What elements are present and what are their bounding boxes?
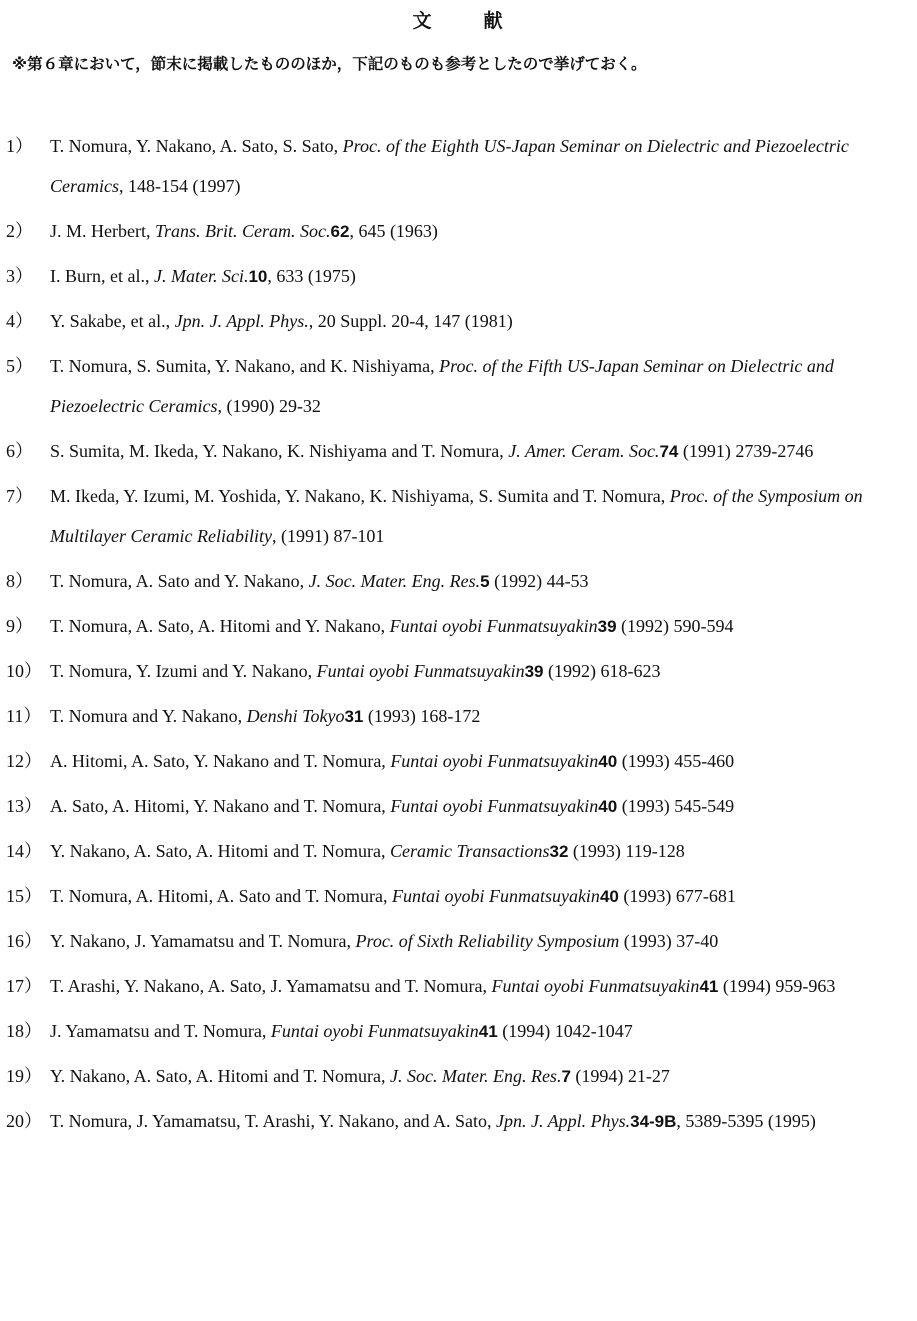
reference-journal: Jpn. J. Appl. Phys. bbox=[174, 311, 309, 331]
reference-volume: 62 bbox=[330, 222, 350, 241]
reference-journal: Funtai oyobi Funmatsuyakin bbox=[391, 886, 600, 906]
reference-number: 12） bbox=[6, 751, 42, 771]
reference-details: (1994) 21-27 bbox=[570, 1066, 670, 1086]
reference-journal: Proc. of the Symposium on Multilayer Ceramic Reliability bbox=[50, 486, 863, 546]
reference-item bbox=[0, 876, 917, 917]
reference-details: (1993) 37-40 bbox=[619, 931, 719, 951]
reference-details: , 20 Suppl. 20-4, 147 (1981) bbox=[308, 311, 513, 331]
reference-journal: Denshi Tokyo bbox=[246, 706, 345, 726]
reference-journal: Funtai oyobi Funmatsuyakin bbox=[491, 976, 700, 996]
reference-volume: 39 bbox=[597, 617, 617, 636]
reference-authors: T. Nomura, Y. Nakano, A. Sato, S. Sato, bbox=[50, 136, 343, 156]
reference-journal: J. Mater. Sci. bbox=[153, 266, 249, 286]
reference-authors: A. Hitomi, A. Sato, Y. Nakano and T. Nomura, bbox=[50, 751, 391, 771]
reference-journal: Funtai oyobi Funmatsuyakin bbox=[389, 616, 598, 636]
reference-item bbox=[0, 606, 917, 647]
reference-volume: 40 bbox=[599, 887, 619, 906]
reference-authors: T. Nomura, A. Hitomi, A. Sato and T. Nomura, bbox=[50, 886, 392, 906]
reference-item bbox=[0, 921, 917, 962]
reference-item bbox=[0, 301, 917, 342]
reference-authors: T. Nomura, S. Sumita, Y. Nakano, and K. Nishiyama, bbox=[50, 356, 440, 376]
reference-authors: J. M. Herbert, bbox=[50, 221, 155, 241]
reference-journal: Funtai oyobi Funmatsuyakin bbox=[390, 796, 599, 816]
reference-number: 13） bbox=[6, 796, 42, 816]
reference-volume: 40 bbox=[598, 752, 618, 771]
reference-item bbox=[0, 741, 917, 782]
reference-item bbox=[0, 346, 917, 427]
reference-details: (1993) 119-128 bbox=[568, 841, 685, 861]
reference-list bbox=[0, 126, 917, 1146]
reference-number: 7） bbox=[6, 486, 33, 506]
reference-item bbox=[0, 256, 917, 297]
reference-details: (1993) 455-460 bbox=[617, 751, 735, 771]
reference-authors: Y. Nakano, J. Yamamatsu and T. Nomura, bbox=[50, 931, 356, 951]
reference-authors: A. Sato, A. Hitomi, Y. Nakano and T. Nomura, bbox=[50, 796, 391, 816]
reference-journal: Funtai oyobi Funmatsuyakin bbox=[316, 661, 525, 681]
reference-details: , 645 (1963) bbox=[349, 221, 438, 241]
reference-details: (1992) 44-53 bbox=[489, 571, 589, 591]
reference-volume: 40 bbox=[598, 797, 618, 816]
reference-journal: Proc. of Sixth Reliability Symposium bbox=[355, 931, 620, 951]
reference-authors: T. Nomura, A. Sato and Y. Nakano, bbox=[50, 571, 309, 591]
reference-number: 11） bbox=[6, 706, 42, 726]
reference-number: 8） bbox=[6, 571, 33, 591]
reference-item bbox=[0, 1056, 917, 1097]
reference-authors: Y. Sakabe, et al., bbox=[50, 311, 175, 331]
reference-journal: J. Amer. Ceram. Soc. bbox=[508, 441, 660, 461]
reference-number: 15） bbox=[6, 886, 42, 906]
reference-item bbox=[0, 1101, 917, 1142]
reference-authors: S. Sumita, M. Ikeda, Y. Nakano, K. Nishiyama and T. Nomura, bbox=[50, 441, 509, 461]
reference-details: (1994) 959-963 bbox=[718, 976, 836, 996]
reference-item bbox=[0, 831, 917, 872]
reference-number: 4） bbox=[6, 311, 33, 331]
reference-item bbox=[0, 966, 917, 1007]
reference-number: 6） bbox=[6, 441, 33, 461]
reference-volume: 31 bbox=[344, 707, 364, 726]
reference-journal: Funtai oyobi Funmatsuyakin bbox=[390, 751, 599, 771]
reference-journal: Funtai oyobi Funmatsuyakin bbox=[270, 1021, 479, 1041]
reference-item bbox=[0, 1011, 917, 1052]
reference-number: 19） bbox=[6, 1066, 42, 1086]
reference-number: 14） bbox=[6, 841, 42, 861]
reference-item bbox=[0, 561, 917, 602]
reference-number: 20） bbox=[6, 1111, 42, 1131]
reference-number: 17） bbox=[6, 976, 42, 996]
title-char-1: 文 bbox=[412, 10, 434, 32]
reference-details: (1993) 677-681 bbox=[618, 886, 736, 906]
reference-authors: Y. Nakano, A. Sato, A. Hitomi and T. Nomura, bbox=[50, 1066, 390, 1086]
reference-details: (1994) 1042-1047 bbox=[497, 1021, 633, 1041]
reference-item bbox=[0, 126, 917, 207]
reference-number: 5） bbox=[6, 356, 33, 376]
reference-details: (1992) 618-623 bbox=[543, 661, 661, 681]
reference-number: 3） bbox=[6, 266, 33, 286]
reference-authors: I. Burn, et al., bbox=[50, 266, 154, 286]
reference-authors: T. Arashi, Y. Nakano, A. Sato, J. Yamamatsu and T. Nomura, bbox=[50, 976, 492, 996]
reference-details: (1992) 590-594 bbox=[616, 616, 734, 636]
reference-item bbox=[0, 431, 917, 472]
reference-authors: T. Nomura, Y. Izumi and Y. Nakano, bbox=[50, 661, 317, 681]
reference-details: (1993) 168-172 bbox=[363, 706, 481, 726]
reference-volume: 74 bbox=[659, 442, 679, 461]
reference-details: , 633 (1975) bbox=[267, 266, 356, 286]
reference-authors: M. Ikeda, Y. Izumi, M. Yoshida, Y. Nakano, K. Nishiyama, S. Sumita and T. Nomura, bbox=[50, 486, 670, 506]
reference-volume: 34-9B bbox=[630, 1112, 677, 1131]
reference-item bbox=[0, 786, 917, 827]
reference-number: 16） bbox=[6, 931, 42, 951]
reference-details: , (1991) 87-101 bbox=[271, 526, 385, 546]
reference-details: (1991) 2739-2746 bbox=[678, 441, 814, 461]
reference-details: , 5389-5395 (1995) bbox=[676, 1111, 816, 1131]
reference-number: 1） bbox=[6, 136, 33, 156]
reference-journal: Jpn. J. Appl. Phys. bbox=[495, 1111, 631, 1131]
reference-note: ※第６章において，節末に掲載したもののほか，下記のものも参考としたので挙げておく。 bbox=[12, 55, 647, 73]
reference-details: (1993) 545-549 bbox=[617, 796, 735, 816]
reference-journal: J. Soc. Mater. Eng. Res. bbox=[308, 571, 481, 591]
reference-journal: Proc. of the Fifth US-Japan Seminar on Dielectric and Piezoelectric Ceramics bbox=[50, 356, 834, 416]
reference-item bbox=[0, 651, 917, 692]
reference-authors: J. Yamamatsu and T. Nomura, bbox=[50, 1021, 271, 1041]
reference-journal: Ceramic Transactions bbox=[389, 841, 550, 861]
reference-volume: 41 bbox=[478, 1022, 498, 1041]
reference-item bbox=[0, 476, 917, 557]
reference-item bbox=[0, 696, 917, 737]
reference-authors: T. Nomura and Y. Nakano, bbox=[50, 706, 247, 726]
reference-journal: Trans. Brit. Ceram. Soc. bbox=[154, 221, 331, 241]
section-title bbox=[0, 6, 917, 33]
reference-journal: J. Soc. Mater. Eng. Res. bbox=[389, 1066, 562, 1086]
reference-volume: 5 bbox=[480, 572, 490, 591]
reference-volume: 10 bbox=[248, 267, 268, 286]
reference-journal: Proc. of the Eighth US-Japan Seminar on Dielectric and Piezoelectric Ceramics bbox=[50, 136, 849, 196]
reference-volume: 39 bbox=[524, 662, 544, 681]
reference-number: 10） bbox=[6, 661, 42, 681]
reference-item bbox=[0, 211, 917, 252]
reference-volume: 7 bbox=[561, 1067, 571, 1086]
reference-details: , (1990) 29-32 bbox=[217, 396, 321, 416]
reference-volume: 32 bbox=[549, 842, 569, 861]
reference-number: 18） bbox=[6, 1021, 42, 1041]
title-char-2: 献 bbox=[483, 10, 505, 32]
reference-authors: T. Nomura, J. Yamamatsu, T. Arashi, Y. Nakano, and A. Sato, bbox=[50, 1111, 496, 1131]
reference-details: , 148-154 (1997) bbox=[119, 176, 241, 196]
reference-authors: Y. Nakano, A. Sato, A. Hitomi and T. Nomura, bbox=[50, 841, 390, 861]
reference-authors: T. Nomura, A. Sato, A. Hitomi and Y. Nakano, bbox=[50, 616, 390, 636]
reference-number: 2） bbox=[6, 221, 33, 241]
reference-volume: 41 bbox=[699, 977, 719, 996]
reference-number: 9） bbox=[6, 616, 33, 636]
